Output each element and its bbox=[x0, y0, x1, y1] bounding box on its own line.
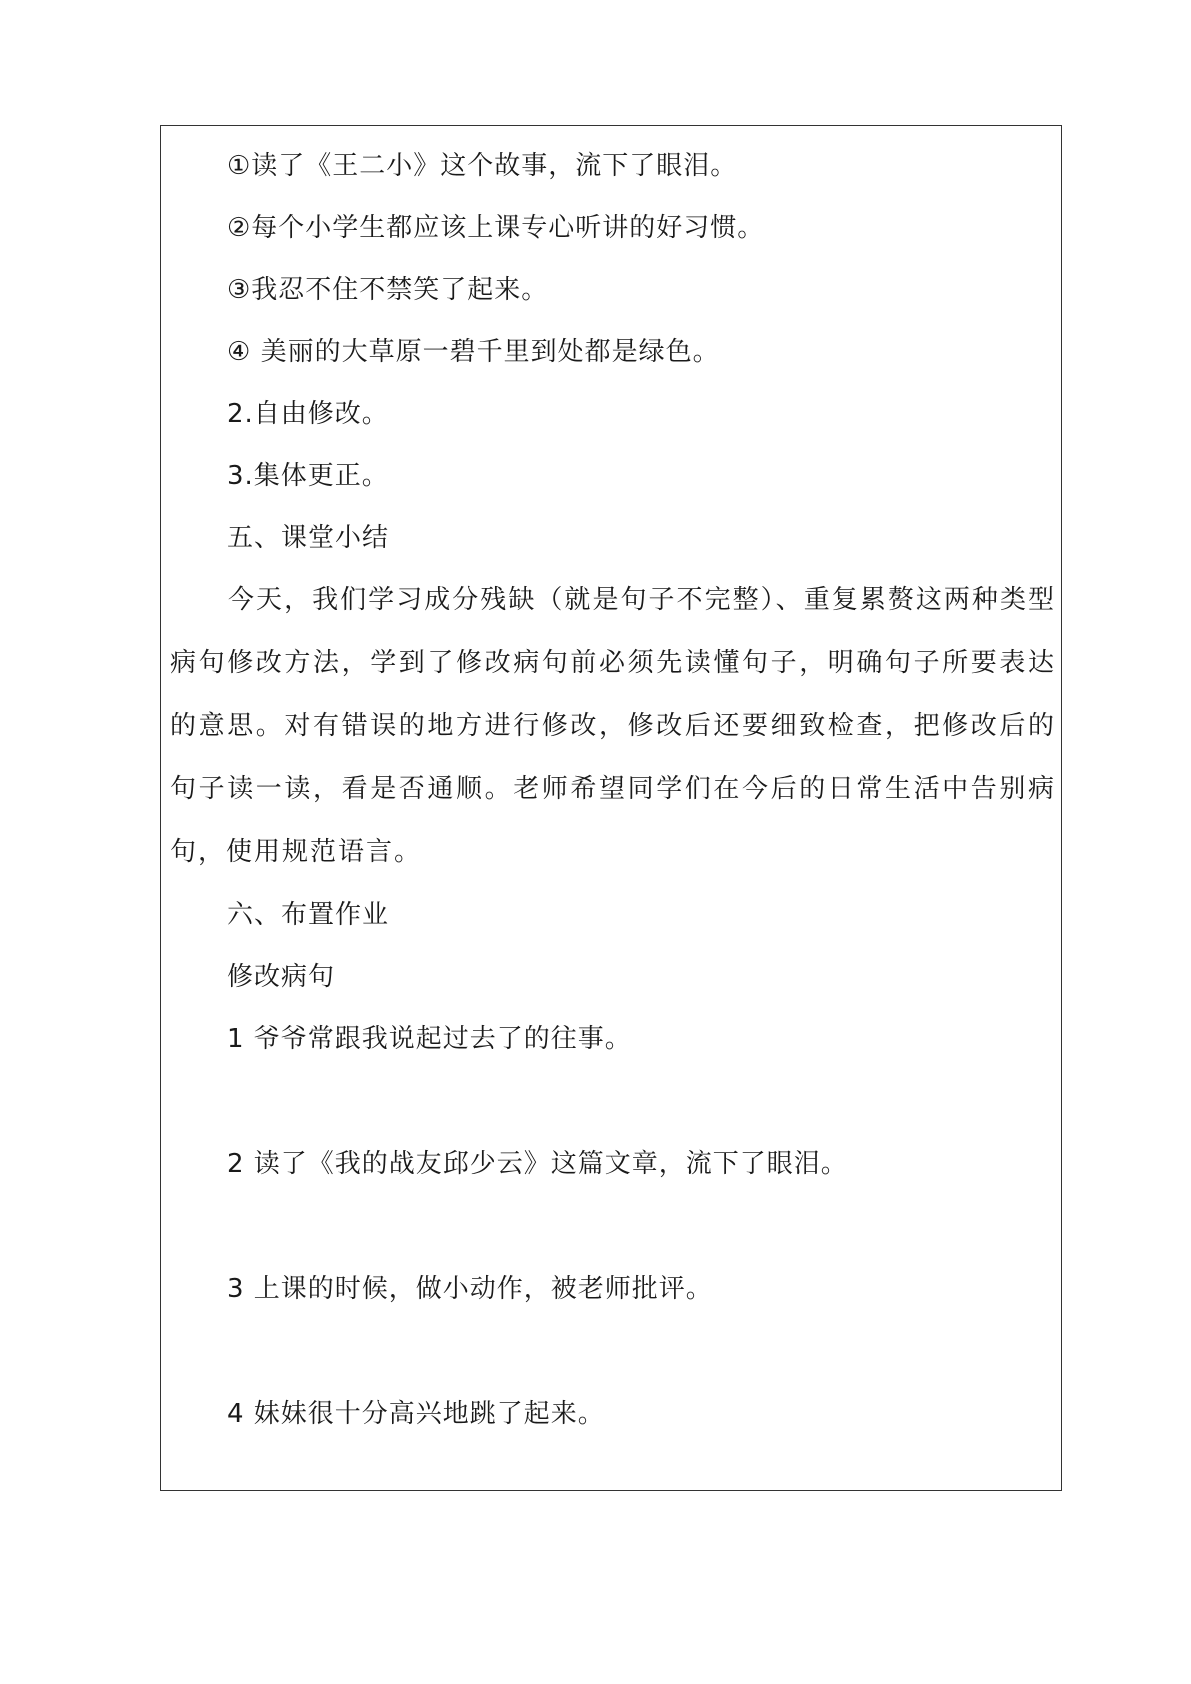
answer-space bbox=[170, 1070, 1056, 1133]
summary-paragraph: 今天，我们学习成分残缺（就是句子不完整）、重复累赘这两种类型病句修改方法，学到了修改病句前必须先读懂句子，明确句子所要表达的意思。对有错误的地方进行修改，修改后还要细致检查，把修改后的句子读一读，看是否通顺。老师希望同学们在今后的日常生活中告别病句，使用规范语言。 bbox=[170, 585, 1056, 867]
answer-space bbox=[170, 1320, 1056, 1383]
step-group-correction: 3.集体更正。 bbox=[227, 461, 389, 491]
homework-item-3: 3 上课的时候，做小动作，被老师批评。 bbox=[227, 1274, 713, 1304]
homework-item-1: 1 爷爷常跟我说起过去了的往事。 bbox=[227, 1024, 632, 1054]
homework-subheading: 修改病句 bbox=[227, 962, 336, 992]
answer-space bbox=[170, 1195, 1056, 1258]
homework-item-4: 4 妹妹很十分高兴地跳了起来。 bbox=[227, 1399, 605, 1429]
step-free-revision: 2.自由修改。 bbox=[227, 399, 389, 429]
section-heading-homework: 六、布置作业 bbox=[227, 900, 390, 930]
exercise-sentence-2: ②每个小学生都应该上课专心听讲的好习惯。 bbox=[227, 213, 765, 243]
exercise-sentence-3: ③我忍不住不禁笑了起来。 bbox=[227, 275, 549, 305]
homework-item-2: 2 读了《我的战友邱少云》这篇文章，流下了眼泪。 bbox=[227, 1149, 848, 1179]
exercise-sentence-1: ①读了《王二小》这个故事，流下了眼泪。 bbox=[227, 151, 738, 181]
section-heading-summary: 五、课堂小结 bbox=[227, 523, 390, 553]
document-body bbox=[170, 135, 1056, 1445]
exercise-sentence-4: ④ 美丽的大草原一碧千里到处都是绿色。 bbox=[227, 337, 720, 367]
